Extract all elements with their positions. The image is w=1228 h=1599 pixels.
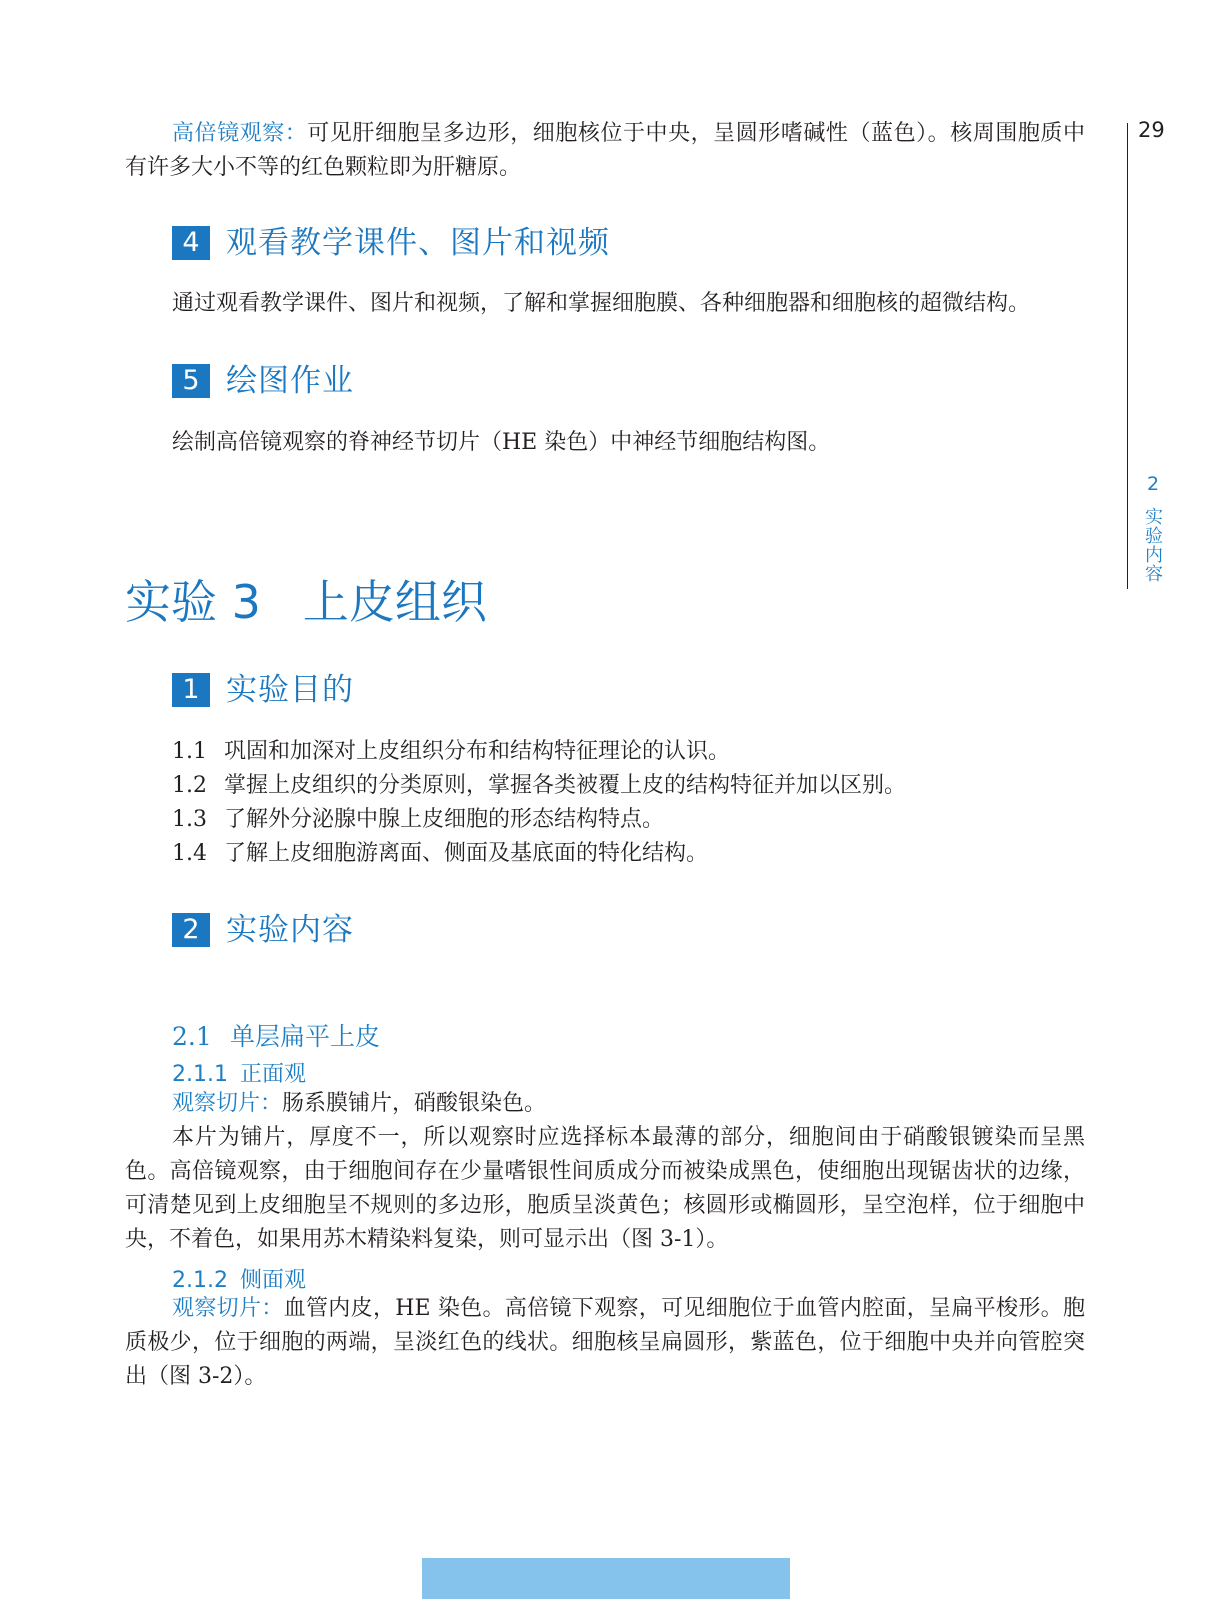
section-4-title: 观看教学课件、图片和视频 [226, 225, 610, 261]
side-tab-label: 实验内容 [1145, 507, 1163, 585]
objective-item [172, 769, 906, 803]
subsection-2-1-2-number: 2.1.2 [172, 1268, 228, 1293]
objective-number: 1.3 [172, 807, 207, 832]
intro-paragraph [125, 117, 1085, 185]
page-number: 29 [1138, 118, 1165, 142]
subsection-2-1-number: 2.1 [172, 1022, 212, 1051]
chapter-heading [125, 572, 487, 632]
content-title: 实验内容 [226, 912, 354, 948]
paragraph-2-1-1: 本片为铺片，厚度不一，所以观察时应选择标本最薄的部分，细胞间由于硝酸银镀染而呈黑色。高倍镜观察，由于细胞间存在少量嗜银性间质成分而被染成黑色，使细胞出现锯齿状的边缘，可清楚见到上皮细胞呈不规则的多边形，胞质呈淡黄色；核圆形或椭圆形，呈空泡样，位于细胞中央，不着色，如果用苏木精染料复染，则可显示出（图 3-1）。 [125, 1125, 1085, 1252]
objective-text: 巩固和加深对上皮组织分布和结构特征理论的认识。 [224, 739, 731, 764]
section-5-body: 绘制高倍镜观察的脊神经节切片（HE 染色）中神经节细胞结构图。 [172, 430, 831, 455]
subsection-2-1-1-heading [172, 1060, 306, 1090]
slide-text: 肠系膜铺片，硝酸银染色。 [282, 1091, 547, 1116]
subsection-2-1-1-title: 正面观 [240, 1062, 307, 1087]
section-4-body: 通过观看教学课件、图片和视频，了解和掌握细胞膜、各种细胞器和细胞核的超微结构。 [172, 291, 1031, 316]
objective-number: 1.1 [172, 739, 207, 764]
paragraph-2-1-2-text: 血管内皮，HE 染色。高倍镜下观察，可见细胞位于血管内腔面，呈扁平梭形。胞质极少，位于细胞的两端，呈淡红色的线状。细胞核呈扁圆形，紫蓝色，位于细胞中央并向管腔突出（图 3-2）。 [125, 1296, 1085, 1389]
chapter-title: 上皮组织 [302, 575, 487, 629]
objective-text: 了解上皮细胞游离面、侧面及基底面的特化结构。 [224, 841, 709, 866]
subsection-2-1-1-number: 2.1.1 [172, 1062, 228, 1087]
section-4-number: 4 [172, 226, 210, 260]
intro-lead: 高倍镜观察： [172, 121, 308, 146]
intro-text: 可见肝细胞呈多边形，细胞核位于中央，呈圆形嗜碱性（蓝色）。核周围胞质中有许多大小不等的红色颗粒即为肝糖原。 [125, 121, 1085, 180]
objectives-heading [172, 672, 354, 708]
content-heading [172, 912, 354, 948]
slide-lead: 观察切片： [172, 1296, 284, 1321]
section-4-heading [172, 225, 610, 261]
slide-line-2-1-1 [172, 1087, 546, 1121]
side-divider [1127, 123, 1128, 589]
objective-item [172, 837, 708, 871]
side-tab-number: 2 [1147, 473, 1160, 495]
objectives-title: 实验目的 [226, 672, 354, 708]
subsection-2-1-heading [172, 1022, 380, 1052]
objective-number: 1.2 [172, 773, 207, 798]
objective-number: 1.4 [172, 841, 207, 866]
content-number: 2 [172, 913, 210, 947]
subsection-2-1-title: 单层扁平上皮 [230, 1022, 381, 1051]
slide-lead: 观察切片： [172, 1091, 283, 1116]
subsection-2-1-2-title: 侧面观 [240, 1268, 307, 1293]
section-5-number: 5 [172, 364, 210, 398]
chapter-label: 实验 3 [125, 575, 261, 629]
footer-bar [422, 1558, 790, 1599]
objective-text: 掌握上皮组织的分类原则，掌握各类被覆上皮的结构特征并加以区别。 [224, 773, 907, 798]
paragraph-2-1-2 [125, 1292, 1085, 1394]
objectives-number: 1 [172, 673, 210, 707]
objective-item [172, 803, 664, 837]
section-5-title: 绘图作业 [226, 363, 354, 399]
objective-text: 了解外分泌腺中腺上皮细胞的形态结构特点。 [224, 807, 665, 832]
objective-item [172, 735, 730, 769]
section-5-heading [172, 363, 354, 399]
